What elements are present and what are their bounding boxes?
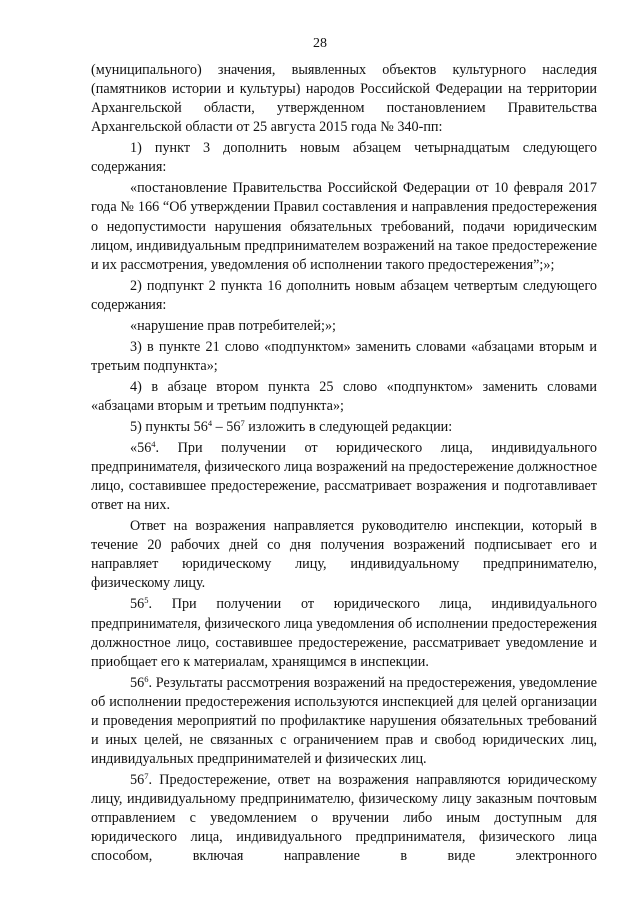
paragraph-p0 [91,61,597,137]
paragraph-p4 [91,317,597,336]
paragraph-text: (муниципального) значения, выявленных объектов культурного наследия (памятников истории и культуры) народов Российской Федерации на территории Архангельской области, утвержденном постановлением Правительства Архангельской области от 25 августа 2015 года № 340-пп: [91,62,597,136]
paragraph-p3 [91,277,597,315]
document-body [91,61,597,868]
paragraph-p12 [91,771,597,866]
superscript-index: 7 [240,417,245,428]
paragraph-p11 [91,674,597,769]
paragraph-p6 [91,378,597,416]
paragraph-text: «56 [130,439,152,456]
paragraph-text: . При получении от юридического лица, индивидуального предпринимателя, физического лица возражений на предостережение должностное лицо, составившее предостережение, рассматривает возражения и подготавливает ответ на них. [91,439,597,514]
paragraph-text: 2) подпункт 2 пункта 16 дополнить новым абзацем четвертым следующего содержания: [91,277,597,313]
paragraph-text: изложить в следующей редакции: [244,418,453,435]
superscript-index: 6 [144,673,149,684]
paragraph-text: . При получении от юридического лица, индивидуального предпринимателя, физического лица уведомления об исполнении предостережения должностное лицо, составившее предостережение, рассматривает уведомление и приобщает его к материалам, хранящимся в инспекции. [91,596,597,670]
superscript-index: 4 [151,438,156,449]
paragraph-p9 [91,517,597,593]
paragraph-text: . Результаты рассмотрения возражений на предостережения, уведомление об исполнении предостережения используются инспекцией для целей организации и проведения мероприятий по профилактике нарушения обязательных требований и иных целей, не связанных с ограничением прав и свобод юридических лиц, индивидуальных предпринимателей и физических лиц. [91,674,597,768]
superscript-index: 7 [144,771,149,782]
paragraph-p10 [91,595,597,671]
paragraph-p1 [91,139,597,177]
superscript-index: 4 [207,417,213,428]
superscript-index: 5 [144,595,149,606]
paragraph-text: 1) пункт 3 дополнить новым абзацем четырнадцатым следующего содержания: [91,140,597,176]
paragraph-text: 5) пункты 56 [130,418,208,435]
paragraph-text: . Предостережение, ответ на возражения направляются юридическому лицу, индивидуальному предпринимателю, физическому лицу заказным почтовым отправлением с уведомлением о вручении либо иным доступным для юридического лица, индивидуального предпринимателя, физического лица способом, включая направление в виде электронного [91,772,597,865]
paragraph-text: 56 [130,596,145,613]
paragraph-p7 [91,418,597,437]
paragraph-p2 [91,179,597,274]
page-number: 28 [313,36,327,51]
paragraph-text: 56 [130,674,145,691]
paragraph-text: Ответ на возражения направляется руководителю инспекции, который в течение 20 рабочих дней со дня получения возражений подписывает его и направляет юридическому лицу, индивидуальному предпринимателю, физическому лицу. [91,518,597,592]
paragraph-text: – 56 [212,418,241,435]
paragraph-text: «нарушение прав потребителей;»; [130,317,336,334]
paragraph-text: 3) в пункте 21 слово «подпунктом» заменить словами «абзацами вторым и третьим подпункта»; [91,338,597,374]
paragraph-text: 4) в абзаце втором пункта 25 слово «подпунктом» заменить словами «абзацами вторым и третьим подпункта»; [91,378,597,414]
paragraph-text: 56 [130,772,145,789]
paragraph-p8 [91,439,597,515]
paragraph-p5 [91,338,597,376]
paragraph-text: «постановление Правительства Российской Федерации от 10 февраля 2017 года № 166 “Об утверждении Правил составления и направления предостережения о недопустимости нарушения обязательных требований, подачи юридическим лицом, индивидуальным предпринимателем возражений на такое предостережение и их рассмотрения, уведомления об исполнении такого предостережения”;»; [91,180,597,273]
